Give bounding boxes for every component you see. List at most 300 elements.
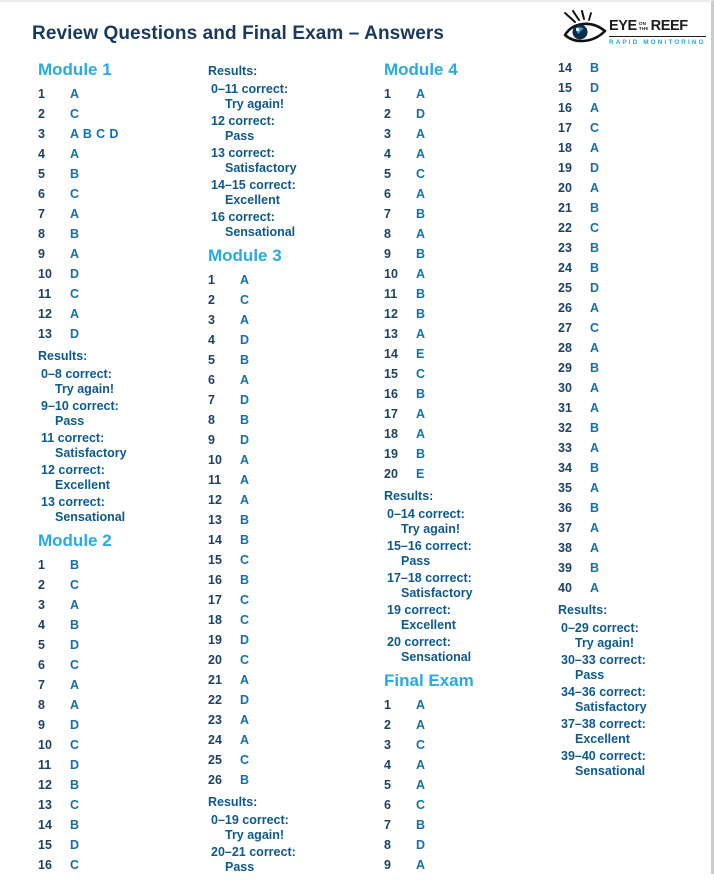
answer-letter: B [590,561,600,575]
question-number: 24 [208,733,222,747]
answers-column-2 [208,59,380,881]
answer-letter: C [590,321,600,335]
answer-row [558,338,706,358]
result-entry [38,463,204,493]
answer-row [558,118,706,138]
answer-letter: B [240,573,250,587]
result-range: 39–40 correct: [561,749,646,763]
question-number: 1 [384,87,391,101]
answer-row [38,615,204,635]
answer-row [208,530,380,550]
question-number: 3 [384,127,391,141]
question-number: 17 [208,593,222,607]
answer-letter: B [590,421,600,435]
answer-letter: B [590,261,600,275]
question-number: 15 [38,838,52,852]
result-range: 0–29 correct: [561,621,639,635]
result-range: 19 correct: [387,603,451,617]
answer-letter: D [70,758,80,772]
answer-letter: B [70,227,80,241]
answer-row [384,464,550,484]
question-number: 21 [208,673,222,687]
result-entry [384,539,550,569]
question-number: 22 [558,221,572,235]
question-number: 2 [38,578,45,592]
module-heading: Module 1 [38,60,112,79]
answer-letter: A [590,341,600,355]
answer-letter: C [240,613,250,627]
result-range: 11 correct: [41,431,105,445]
answer-letter: C [590,221,600,235]
question-number: 10 [384,267,398,281]
result-entry [38,431,204,461]
answer-row [384,735,550,755]
answer-letter: C [70,798,80,812]
results-block [38,348,204,525]
question-number: 7 [384,207,391,221]
question-number: 20 [384,467,398,481]
question-number: 7 [208,393,215,407]
answer-letter: C [416,738,426,752]
answer-letter: B [590,201,600,215]
answer-row [558,358,706,378]
question-number: 1 [38,558,45,572]
answer-letter: B [70,818,80,832]
question-number: 16 [38,858,52,872]
answer-row [208,630,380,650]
answer-letter: C [240,553,250,567]
answer-letter: A [590,521,600,535]
results-block [558,602,706,779]
result-grade: Pass [575,668,605,682]
answer-letter: A [416,698,426,712]
result-grade: Try again! [225,828,285,842]
answers-column-4 [558,58,706,785]
question-number: 10 [38,267,52,281]
answer-letter: C [70,578,80,592]
question-number: 11 [208,473,222,487]
answer-letter: C [590,121,600,135]
question-number: 6 [384,187,391,201]
answer-row [208,570,380,590]
result-entry [208,146,380,176]
answer-row [384,304,550,324]
result-entry [558,653,706,683]
answer-row [384,775,550,795]
question-number: 26 [558,301,572,315]
answer-row [384,84,550,104]
answer-row [38,855,204,875]
answer-row [38,144,204,164]
question-number: 31 [558,401,572,415]
result-grade: Satisfactory [225,161,297,175]
question-number: 9 [38,247,45,261]
answer-letter: D [70,267,80,281]
answer-row [558,178,706,198]
answer-letter: A [70,247,80,261]
answer-row [558,238,706,258]
answer-letter: A [590,541,600,555]
result-entry [558,685,706,715]
question-number: 18 [558,141,572,155]
answer-row [384,144,550,164]
module-heading: Module 3 [208,246,282,265]
result-grade: Excellent [575,732,630,746]
result-grade: Satisfactory [575,700,647,714]
answer-row [384,184,550,204]
question-number: 11 [38,758,52,772]
result-range: 14–15 correct: [211,178,296,192]
result-range: 13 correct: [41,495,105,509]
answer-letter: A [590,141,600,155]
question-number: 1 [208,273,215,287]
answer-row [38,264,204,284]
question-number: 8 [384,838,391,852]
answer-letter: B [240,533,250,547]
result-entry [38,367,204,397]
answer-row [558,418,706,438]
question-number: 2 [384,718,391,732]
answer-row [384,815,550,835]
question-number: 11 [384,287,398,301]
answer-row [384,424,550,444]
answer-letter: A [590,401,600,415]
answer-letter: A [416,147,426,161]
result-grade: Pass [225,129,255,143]
result-range: 37–38 correct: [561,717,646,731]
logo-wordmark [609,19,706,34]
question-number: 15 [208,553,222,567]
logo-word-eye: EYE [609,18,637,34]
answer-row [208,310,380,330]
answer-row [38,795,204,815]
question-number: 28 [558,341,572,355]
answer-row [384,404,550,424]
answer-row [558,498,706,518]
answer-letter: B [70,618,80,632]
result-grade: Try again! [55,382,115,396]
result-range: 0–11 correct: [211,82,289,96]
answer-letter: D [240,393,250,407]
result-grade: Satisfactory [55,446,127,460]
answer-row [38,715,204,735]
answer-row [558,218,706,238]
answer-letter: A [416,187,426,201]
answer-row [38,635,204,655]
answer-letter: A [240,493,250,507]
answer-row [38,244,204,264]
answer-letter: E [416,467,425,481]
question-number: 25 [208,753,222,767]
question-number: 19 [384,447,398,461]
question-number: 3 [208,313,215,327]
answer-row [384,324,550,344]
question-number: 9 [384,858,391,872]
answer-row [208,670,380,690]
answer-row [38,204,204,224]
question-number: 17 [558,121,572,135]
result-entry [558,717,706,747]
question-number: 18 [208,613,222,627]
answer-letter: A [70,207,80,221]
answer-letter: A [240,673,250,687]
question-number: 24 [558,261,572,275]
answer-row [38,675,204,695]
answer-row [558,478,706,498]
answer-row [558,378,706,398]
answer-letter: A [590,381,600,395]
question-number: 21 [558,201,572,215]
answer-letter: A [416,127,426,141]
answer-row [208,610,380,630]
answer-row [208,470,380,490]
answer-row [384,244,550,264]
question-number: 22 [208,693,222,707]
question-number: 6 [38,658,45,672]
answer-row [558,278,706,298]
answer-row [558,398,706,418]
answer-letter: A [590,581,600,595]
answer-row [38,104,204,124]
question-number: 19 [558,161,572,175]
result-range: 34–36 correct: [561,685,646,699]
question-number: 10 [208,453,222,467]
answer-letter: A [240,473,250,487]
answer-letter: A [240,733,250,747]
answer-row [38,775,204,795]
question-number: 39 [558,561,572,575]
results-label: Results: [558,603,608,617]
question-number: 8 [208,413,215,427]
answer-row [558,258,706,278]
result-grade: Pass [55,414,85,428]
answer-row [38,655,204,675]
answer-row [208,450,380,470]
question-number: 8 [384,227,391,241]
answer-row [384,264,550,284]
question-number: 7 [38,207,45,221]
answer-row [558,138,706,158]
question-number: 19 [208,633,222,647]
answer-letter: A [70,87,80,101]
answer-letter: A [70,698,80,712]
answer-row [384,104,550,124]
answer-letter: A [240,313,250,327]
result-range: 17–18 correct: [387,571,472,585]
answer-row [208,430,380,450]
answer-row [384,855,550,875]
question-number: 38 [558,541,572,555]
results-label: Results: [208,64,258,78]
answer-letter: A [590,101,600,115]
question-number: 13 [38,327,52,341]
answer-row [558,158,706,178]
eye-icon [563,10,607,55]
answer-letter: D [240,433,250,447]
answer-row [38,815,204,835]
answer-row [38,575,204,595]
answer-row [38,84,204,104]
question-number: 25 [558,281,572,295]
answer-row [384,695,550,715]
answer-letter: C [70,658,80,672]
question-number: 35 [558,481,572,495]
question-number: 3 [38,598,45,612]
answer-row [38,835,204,855]
answer-letter: A [416,87,426,101]
answer-letter: C [416,798,426,812]
answer-letter: B [590,361,600,375]
answer-letter: A [416,227,426,241]
result-range: 13 correct: [211,146,275,160]
result-range: 20–21 correct: [211,845,296,859]
eye-on-the-reef-logo [563,10,706,55]
answer-letter: B [416,247,426,261]
question-number: 34 [558,461,572,475]
logo-word-reef: REEF [650,18,688,34]
answer-letter: C [240,293,250,307]
question-number: 2 [384,107,391,121]
question-number: 7 [38,678,45,692]
page-title: Review Questions and Final Exam – Answers [32,23,445,44]
question-number: 6 [38,187,45,201]
answer-letter: A [416,758,426,772]
answer-row [38,595,204,615]
question-number: 36 [558,501,572,515]
question-number: 5 [38,638,45,652]
answer-row [38,164,204,184]
answer-letter: A [590,301,600,315]
answer-letter: B [416,447,426,461]
question-number: 12 [38,778,52,792]
answer-letter: B [70,558,80,572]
result-range: 0–14 correct: [387,507,465,521]
answer-row [384,224,550,244]
result-grade: Sensational [401,650,472,664]
answer-row [208,270,380,290]
answer-row [208,770,380,790]
question-number: 30 [558,381,572,395]
answer-letter: D [240,333,250,347]
question-number: 8 [38,698,45,712]
result-entry [558,749,706,779]
results-label: Results: [38,349,88,363]
answer-letter: D [70,718,80,732]
result-grade: Try again! [575,636,635,650]
answer-row [558,558,706,578]
answer-row [208,590,380,610]
answer-row [38,735,204,755]
result-entry [208,210,380,240]
answer-row [558,298,706,318]
answer-letter: B [70,167,80,181]
answer-letter: A [590,181,600,195]
question-number: 15 [384,367,398,381]
question-number: 4 [208,333,215,347]
answer-row [384,364,550,384]
answer-letter: C [70,287,80,301]
answers-column-3 [384,60,550,875]
answer-row [38,555,204,575]
result-range: 20 correct: [387,635,451,649]
answer-row [384,795,550,815]
answer-letter: A [590,481,600,495]
answer-letter: A [416,267,426,281]
answer-row [558,438,706,458]
question-number: 11 [38,287,52,301]
question-number: 9 [38,718,45,732]
question-number: 4 [384,758,391,772]
answer-row [208,510,380,530]
result-grade: Pass [225,860,255,874]
question-number: 10 [38,738,52,752]
answer-row [208,330,380,350]
answer-row [558,518,706,538]
question-number: 1 [38,87,45,101]
answer-row [384,204,550,224]
answer-letter: C [70,738,80,752]
question-number: 17 [384,407,398,421]
result-range: 0–8 correct: [41,367,112,381]
question-number: 27 [558,321,572,335]
answer-row [558,78,706,98]
question-number: 12 [208,493,222,507]
answer-row [208,710,380,730]
answer-row [558,538,706,558]
results-block [208,794,380,875]
answer-row [208,370,380,390]
result-entry [208,114,380,144]
question-number: 16 [558,101,572,115]
answer-letter: D [70,838,80,852]
result-range: 16 correct: [211,210,275,224]
question-number: 8 [38,227,45,241]
question-number: 12 [38,307,52,321]
question-number: 3 [38,127,45,141]
answer-letter: A [240,273,250,287]
answer-letter: C [240,753,250,767]
answer-letter: B [416,818,426,832]
answer-letter: D [590,281,600,295]
answer-row [384,444,550,464]
question-number: 40 [558,581,572,595]
question-number: 15 [558,81,572,95]
result-range: 12 correct: [211,114,275,128]
question-number: 12 [384,307,398,321]
module-heading: Module 4 [384,60,458,79]
answer-letter: A [416,718,426,732]
answer-row [38,324,204,344]
result-entry [208,813,380,843]
result-range: 9–10 correct: [41,399,119,413]
answer-row [384,715,550,735]
question-number: 5 [384,167,391,181]
answer-letter: C [240,653,250,667]
question-number: 29 [558,361,572,375]
answer-letter: E [416,347,425,361]
answer-letter: C [240,593,250,607]
answer-row [384,344,550,364]
answer-letter: B [70,778,80,792]
answer-row [208,750,380,770]
answer-row [558,458,706,478]
result-entry [384,507,550,537]
question-number: 32 [558,421,572,435]
answer-letter: C [416,367,426,381]
question-number: 14 [384,347,398,361]
answer-letter: B [590,501,600,515]
answer-letter: B [416,287,426,301]
